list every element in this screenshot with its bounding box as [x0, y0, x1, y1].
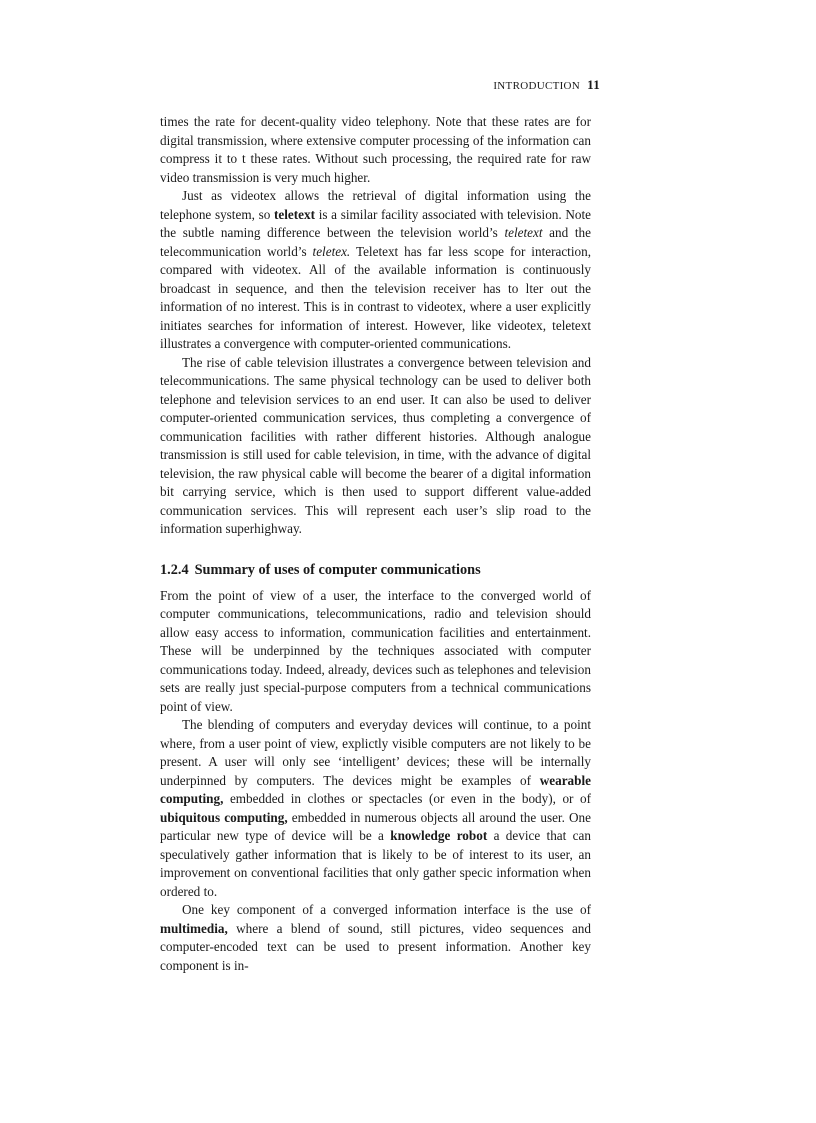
running-head-section: INTRODUCTION — [493, 80, 581, 92]
paragraph-text: The rise of cable television illustrates a convergence between television and telecommunications. The same physical technology can be used to deliver both telephone and television services to an end user. It can also be used to deliver computer-oriented communication services, thus completing a convergence of communication facilities with rather different histories. Although analogue transmission is still used for cable television, in time, with the advance of digital television, the raw physical cable will become the bearer of a digital information bit carrying service, which is then used to support different value-added communication services. This will represent each user’s slip road to the information superhighway. — [160, 354, 591, 536]
term-teletex-italic: teletex. — [312, 243, 351, 259]
text-run: is a similar facility associated with television. Note the subtle naming difference between the television world’s — [160, 206, 592, 240]
text-run: One key component of a converged information interface is the use of — [182, 902, 591, 917]
text-run: Just as videotex allows the retrieval of digital information using the telephone system, so — [160, 188, 591, 222]
text-run: a device that can speculatively gather information that is likely to be of interest to its user, an improvement on conventional facilities that only gather specic information when ordered to. — [160, 828, 591, 899]
paragraph-video-rates — [160, 113, 591, 187]
paragraph-user-interface — [160, 587, 591, 717]
term-wearable-computing: wearable computing, — [160, 772, 591, 806]
text-run: embedded in clothes or spectacles (or even in the body), or of — [223, 791, 591, 806]
term-teletext-italic: teletext — [504, 225, 543, 240]
text-run: embedded in numerous objects all around the user. One particular new type of device will be a — [160, 809, 591, 843]
text-run: Teletext has far less scope for interaction, compared with videotex. All of the available information is continuously broadcast in sequence, and then the television receiver has to lter out the information of no interest. This is in contrast to videotex, where a user explicitly initiates searches for information of interest. However, like videotex, teletext illustrates a convergence with computer-oriented communications. — [160, 243, 591, 351]
paragraph-cable-television — [160, 354, 591, 539]
text-run: and the telecommunication world’s — [160, 225, 591, 259]
section-title-text: Summary of uses of computer communications — [194, 561, 481, 578]
running-head — [493, 77, 600, 93]
section-heading — [160, 561, 591, 580]
term-teletext: teletext — [274, 206, 315, 222]
paragraph-text: times the rate for decent-quality video telephony. Note that these rates are for digital transmission, where extensive computer processing of the information can compress it to t these rates. Without such processing, the required rate for raw video transmission is very much higher. — [160, 114, 591, 185]
text-run: The blending of computers and everyday devices will continue, to a point where, from a user point of view, explictly visible computers are not likely to be present. A user will only see ‘intelligent’ devices; these will be internally underpinned by computers. The devices might be examples of — [160, 717, 591, 788]
text-run: where a blend of sound, still pictures, video sequences and computer-encoded text can be used to present information. Another key component is in- — [160, 920, 591, 973]
paragraph-teletext — [160, 187, 591, 354]
paragraph-multimedia — [160, 901, 591, 975]
term-ubiquitous-computing: ubiquitous computing, — [160, 809, 288, 825]
section-number: 1.2.4 — [160, 561, 189, 578]
paragraph-text: From the point of view of a user, the interface to the converged world of computer communications, telecommunications, radio and television should allow easy access to information, communication facilities and entertainment. These will be underpinned by the techniques associated with computer communications today. Indeed, already, devices such as telephones and television sets are really just special-purpose computers from a technical communications point of view. — [160, 587, 591, 714]
paragraph-intelligent-devices — [160, 716, 591, 901]
page-number: 11 — [587, 77, 600, 92]
body-text — [160, 113, 591, 975]
term-knowledge-robot: knowledge robot — [390, 828, 488, 843]
term-multimedia: multimedia, — [160, 920, 228, 936]
